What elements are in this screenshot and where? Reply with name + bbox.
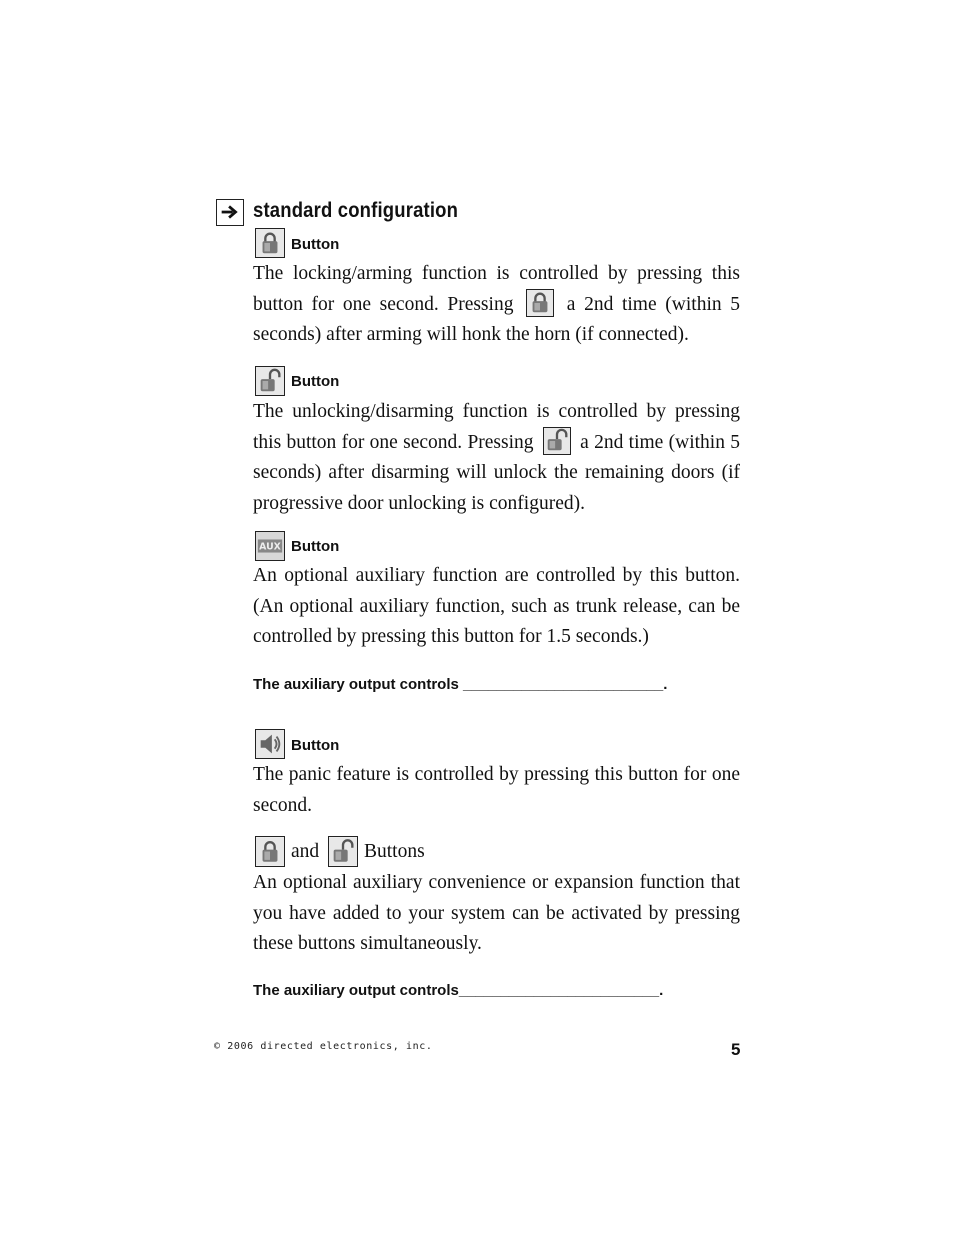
- combo-fill-in-line: The auxiliary output controls________________________.: [253, 982, 664, 999]
- section-arrow-box: [216, 199, 244, 226]
- right-arrow-icon: [217, 200, 243, 225]
- unlock-text-before: The unlocking/disarming function is controlled by pressing this button for one second. Pressing: [253, 401, 740, 453]
- lock-button-description: [253, 259, 740, 351]
- aux-fill-in-line: The auxiliary output controls ________________________.: [253, 676, 668, 693]
- lock-button-label: Button: [291, 236, 340, 253]
- section-title: standard configuration: [253, 199, 459, 222]
- lock-icon: [526, 289, 554, 317]
- unlock-icon: [543, 427, 571, 455]
- lock-text-before: The locking/arming function is controlled by pressing this button for one second. Pressing: [253, 263, 740, 315]
- panic-button-label: Button: [291, 737, 340, 754]
- combo-and-text: and: [291, 841, 320, 862]
- lock-text-after: a 2nd time (within 5 seconds) after arming will honk the horn (if connected).: [253, 293, 741, 345]
- combo-buttons-description: An optional auxiliary convenience or expansion function that you have added to your system can be activated by pressing these buttons simultaneously.: [253, 872, 740, 954]
- unlock-icon: [328, 836, 358, 867]
- unlock-icon: [255, 366, 285, 396]
- unlock-text-after: a 2nd time (within 5 seconds) after disarming will unlock the remaining doors (if progressive door unlocking is configured).: [253, 431, 741, 514]
- page-number: 5: [731, 1040, 741, 1059]
- copyright: © 2006 directed electronics, inc.: [214, 1041, 433, 1052]
- lock-icon: [255, 836, 285, 867]
- unlock-button-label: Button: [291, 373, 340, 390]
- aux-button-description: An optional auxiliary function are controlled by this button. (An optional auxiliary function, such as trunk release, can be controlled by pressing this button for 1.5 seconds.): [253, 565, 740, 647]
- speaker-icon: [255, 729, 285, 759]
- panic-button-description: The panic feature is controlled by pressing this button for one second.: [253, 764, 740, 816]
- combo-buttons-label: Buttons: [364, 841, 425, 862]
- svg-text:AUX: AUX: [259, 541, 281, 553]
- unlock-button-description: [253, 397, 740, 519]
- aux-icon: [255, 531, 285, 561]
- aux-button-label: Button: [291, 538, 340, 555]
- lock-icon: [255, 228, 285, 258]
